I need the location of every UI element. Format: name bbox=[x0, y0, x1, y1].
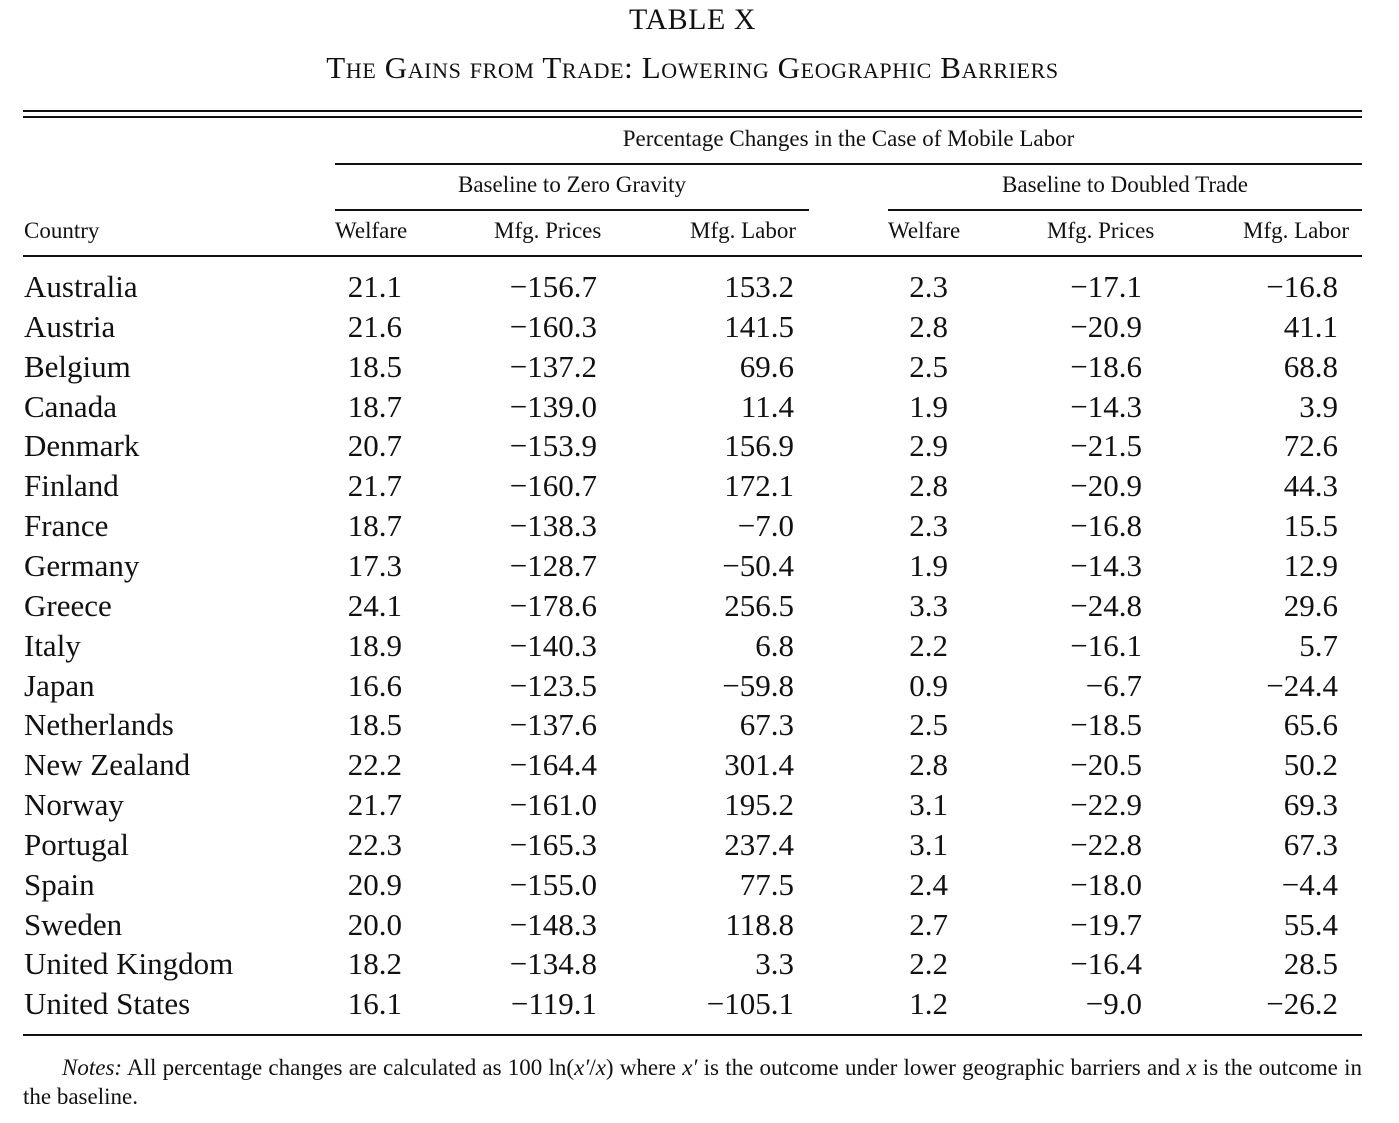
cell-mfg-labor-dt: 29.6 bbox=[1283, 587, 1338, 623]
cell-welfare-zg: 20.0 bbox=[347, 906, 402, 942]
cell-mfg-labor-zg: 153.2 bbox=[724, 269, 794, 304]
cell-mfg-labor-dt: 72.6 bbox=[1283, 428, 1338, 464]
cell-mfg-prices-dt: −19.7 bbox=[1070, 906, 1142, 942]
cell-mfg-prices-dt: −6.7 bbox=[1085, 667, 1142, 703]
notes-label: Notes: bbox=[62, 1055, 123, 1080]
cell-welfare-dt: 1.9 bbox=[909, 547, 948, 583]
cell-mfg-labor-zg: −7.0 bbox=[737, 508, 794, 544]
cell-country: Australia bbox=[24, 269, 138, 304]
cell-mfg-prices-zg: −160.3 bbox=[509, 308, 597, 344]
cell-mfg-prices-dt: −22.8 bbox=[1070, 826, 1142, 862]
cell-welfare-zg: 24.1 bbox=[347, 587, 402, 623]
spanning-header: Percentage Changes in the Case of Mobile Labor bbox=[622, 126, 1075, 151]
table-row bbox=[0, 705, 1399, 745]
cell-mfg-labor-dt: 65.6 bbox=[1283, 707, 1338, 743]
cell-mfg-labor-dt: 69.3 bbox=[1283, 787, 1338, 823]
cell-welfare-zg: 18.5 bbox=[347, 707, 402, 743]
table-row bbox=[0, 466, 1399, 506]
cell-welfare-dt: 2.8 bbox=[909, 468, 948, 504]
cell-welfare-zg: 22.3 bbox=[347, 826, 402, 862]
cell-mfg-prices-zg: −119.1 bbox=[510, 986, 597, 1022]
cell-welfare-zg: 21.7 bbox=[347, 787, 402, 823]
cell-mfg-labor-zg: −59.8 bbox=[722, 667, 794, 703]
table-title: The Gains from Trade: Lowering Geographic Barriers bbox=[326, 50, 1059, 85]
cell-country: Norway bbox=[24, 787, 124, 823]
cell-welfare-dt: 2.2 bbox=[909, 627, 948, 663]
cell-mfg-labor-zg: 77.5 bbox=[739, 866, 794, 902]
cell-mfg-labor-dt: 5.7 bbox=[1299, 627, 1338, 663]
cell-mfg-labor-zg: −105.1 bbox=[706, 986, 794, 1022]
bottom-rule bbox=[23, 1034, 1362, 1036]
cell-welfare-zg: 18.7 bbox=[347, 508, 402, 544]
cell-mfg-labor-zg: −50.4 bbox=[722, 547, 794, 583]
cell-mfg-labor-dt: −4.4 bbox=[1281, 866, 1338, 902]
cell-mfg-labor-zg: 6.8 bbox=[755, 627, 794, 663]
cell-mfg-labor-zg: 237.4 bbox=[724, 826, 794, 862]
cell-welfare-dt: 2.3 bbox=[909, 269, 948, 304]
group-rule-doubled-trade bbox=[888, 209, 1362, 211]
top-rule-double bbox=[23, 116, 1362, 118]
cell-mfg-prices-dt: −22.9 bbox=[1070, 787, 1142, 823]
column-header-mfg-labor-2: Mfg. Labor bbox=[1243, 218, 1350, 243]
header-rule bbox=[23, 255, 1362, 257]
cell-welfare-zg: 16.1 bbox=[347, 986, 402, 1022]
cell-welfare-dt: 2.4 bbox=[909, 866, 948, 902]
table-row bbox=[0, 785, 1399, 825]
column-header-mfg-prices-2: Mfg. Prices bbox=[1047, 218, 1155, 243]
cell-mfg-labor-zg: 172.1 bbox=[724, 468, 794, 504]
cell-welfare-zg: 21.6 bbox=[347, 308, 402, 344]
cell-mfg-labor-dt: 28.5 bbox=[1283, 946, 1338, 982]
cell-mfg-prices-zg: −156.7 bbox=[509, 269, 597, 304]
cell-country: Canada bbox=[24, 388, 117, 424]
table-number: TABLE X bbox=[629, 3, 756, 36]
cell-mfg-prices-zg: −128.7 bbox=[509, 547, 597, 583]
column-header-welfare: Welfare bbox=[335, 218, 408, 243]
table-row bbox=[0, 984, 1399, 1024]
cell-mfg-prices-zg: −148.3 bbox=[509, 906, 597, 942]
cell-welfare-dt: 3.3 bbox=[909, 587, 948, 623]
table-row bbox=[0, 307, 1399, 347]
cell-country: Germany bbox=[24, 547, 140, 583]
cell-country: Denmark bbox=[24, 428, 140, 464]
cell-country: Finland bbox=[24, 468, 119, 504]
cell-country: Sweden bbox=[24, 906, 123, 942]
cell-mfg-prices-zg: −155.0 bbox=[509, 866, 597, 902]
cell-mfg-labor-dt: 12.9 bbox=[1283, 547, 1338, 583]
column-header-mfg-labor: Mfg. Labor bbox=[690, 218, 797, 243]
cell-mfg-labor-zg: 69.6 bbox=[739, 348, 794, 384]
cell-welfare-zg: 18.2 bbox=[347, 946, 402, 982]
cell-welfare-dt: 2.8 bbox=[909, 308, 948, 344]
cell-mfg-prices-dt: −20.9 bbox=[1070, 308, 1142, 344]
cell-welfare-dt: 2.3 bbox=[909, 508, 948, 544]
cell-welfare-zg: 18.5 bbox=[347, 348, 402, 384]
cell-mfg-prices-zg: −140.3 bbox=[509, 627, 597, 663]
table-row bbox=[0, 626, 1399, 666]
cell-mfg-labor-zg: 3.3 bbox=[755, 946, 794, 982]
cell-mfg-prices-zg: −123.5 bbox=[509, 667, 597, 703]
cell-mfg-labor-dt: 68.8 bbox=[1283, 348, 1338, 384]
group-rule-zero-gravity bbox=[335, 209, 809, 211]
group-header-zero-gravity: Baseline to Zero Gravity bbox=[457, 172, 686, 197]
cell-country: Italy bbox=[24, 627, 81, 663]
column-header-mfg-prices: Mfg. Prices bbox=[494, 218, 602, 243]
cell-mfg-prices-zg: −160.7 bbox=[509, 468, 597, 504]
cell-country: New Zealand bbox=[24, 747, 191, 783]
cell-welfare-zg: 20.9 bbox=[347, 866, 402, 902]
cell-welfare-dt: 2.7 bbox=[909, 906, 948, 942]
top-rule bbox=[23, 110, 1362, 112]
cell-welfare-dt: 2.9 bbox=[909, 428, 948, 464]
cell-mfg-prices-zg: −134.8 bbox=[509, 946, 597, 982]
cell-country: Belgium bbox=[24, 348, 131, 384]
cell-country: Spain bbox=[24, 866, 95, 902]
column-header-welfare-2: Welfare bbox=[888, 218, 961, 243]
cell-mfg-prices-zg: −165.3 bbox=[509, 826, 597, 862]
cell-welfare-zg: 20.7 bbox=[347, 428, 402, 464]
table-row bbox=[0, 347, 1399, 387]
cell-mfg-prices-dt: −14.3 bbox=[1070, 388, 1142, 424]
cell-mfg-prices-dt: −16.1 bbox=[1070, 627, 1142, 663]
cell-mfg-prices-zg: −138.3 bbox=[509, 508, 597, 544]
cell-mfg-prices-dt: −20.5 bbox=[1070, 747, 1142, 783]
cell-mfg-prices-dt: −17.1 bbox=[1070, 269, 1142, 304]
table-row bbox=[0, 825, 1399, 865]
cell-country: Japan bbox=[24, 667, 95, 703]
cell-welfare-zg: 22.2 bbox=[347, 747, 402, 783]
table-row bbox=[0, 865, 1399, 905]
cell-mfg-labor-dt: 50.2 bbox=[1283, 747, 1338, 783]
cell-mfg-prices-zg: −164.4 bbox=[509, 747, 597, 783]
cell-mfg-prices-zg: −139.0 bbox=[509, 388, 597, 424]
cell-mfg-labor-dt: 67.3 bbox=[1283, 826, 1338, 862]
cell-mfg-labor-zg: 256.5 bbox=[724, 587, 794, 623]
cell-mfg-labor-zg: 156.9 bbox=[724, 428, 794, 464]
cell-mfg-prices-dt: −16.8 bbox=[1070, 508, 1142, 544]
table-notes: Notes: All percentage changes are calculated as 100 ln(x′/x) where x′ is the outcome under lower geographic barriers and x is the outcome in the baseline. bbox=[23, 1055, 1362, 1109]
table-row bbox=[0, 546, 1399, 586]
table-row bbox=[0, 267, 1399, 307]
cell-country: France bbox=[24, 508, 109, 544]
cell-mfg-prices-dt: −9.0 bbox=[1085, 986, 1142, 1022]
cell-mfg-prices-dt: −14.3 bbox=[1070, 547, 1142, 583]
cell-mfg-labor-zg: 141.5 bbox=[724, 308, 794, 344]
cell-welfare-dt: 2.2 bbox=[909, 946, 948, 982]
column-header-country: Country bbox=[24, 218, 100, 243]
cell-welfare-dt: 1.9 bbox=[909, 388, 948, 424]
cell-mfg-labor-zg: 11.4 bbox=[740, 388, 794, 424]
table-row bbox=[0, 426, 1399, 466]
cell-mfg-prices-zg: −137.2 bbox=[509, 348, 597, 384]
cell-mfg-labor-dt: 3.9 bbox=[1299, 388, 1338, 424]
cell-country: United Kingdom bbox=[24, 946, 234, 982]
cell-welfare-dt: 3.1 bbox=[909, 826, 948, 862]
table-row bbox=[0, 586, 1399, 626]
cell-mfg-prices-zg: −137.6 bbox=[509, 707, 597, 743]
cell-welfare-dt: 1.2 bbox=[909, 986, 948, 1022]
cell-mfg-labor-zg: 301.4 bbox=[724, 747, 794, 783]
cell-mfg-prices-dt: −18.6 bbox=[1070, 348, 1142, 384]
cell-country: Portugal bbox=[24, 826, 130, 862]
table-row bbox=[0, 905, 1399, 945]
cell-welfare-zg: 21.7 bbox=[347, 468, 402, 504]
group-header-doubled-trade: Baseline to Doubled Trade bbox=[1002, 172, 1248, 197]
cell-welfare-zg: 17.3 bbox=[347, 547, 402, 583]
cell-welfare-dt: 0.9 bbox=[909, 667, 948, 703]
cell-welfare-dt: 2.8 bbox=[909, 747, 948, 783]
table-row bbox=[0, 745, 1399, 785]
cell-mfg-labor-zg: 67.3 bbox=[739, 707, 794, 743]
cell-mfg-labor-dt: 15.5 bbox=[1283, 508, 1338, 544]
cell-mfg-labor-dt: 44.3 bbox=[1283, 468, 1338, 504]
cell-country: Austria bbox=[24, 308, 116, 344]
cell-mfg-prices-dt: −18.5 bbox=[1070, 707, 1142, 743]
cell-mfg-prices-dt: −20.9 bbox=[1070, 468, 1142, 504]
cell-mfg-labor-zg: 195.2 bbox=[724, 787, 794, 823]
table-row bbox=[0, 506, 1399, 546]
cell-welfare-zg: 21.1 bbox=[347, 269, 402, 304]
cell-mfg-labor-dt: 55.4 bbox=[1283, 906, 1338, 942]
cell-country: United States bbox=[24, 986, 191, 1022]
cell-welfare-zg: 18.7 bbox=[347, 388, 402, 424]
cell-mfg-labor-dt: −16.8 bbox=[1266, 269, 1338, 304]
cell-mfg-labor-zg: 118.8 bbox=[725, 906, 794, 942]
cell-mfg-prices-dt: −18.0 bbox=[1070, 866, 1142, 902]
cell-mfg-prices-dt: −16.4 bbox=[1070, 946, 1142, 982]
table-row bbox=[0, 666, 1399, 706]
cell-mfg-labor-dt: 41.1 bbox=[1283, 308, 1338, 344]
cell-mfg-prices-zg: −178.6 bbox=[509, 587, 597, 623]
cell-mfg-prices-zg: −161.0 bbox=[509, 787, 597, 823]
cell-country: Greece bbox=[24, 587, 112, 623]
cell-welfare-dt: 2.5 bbox=[909, 348, 948, 384]
cell-mfg-prices-dt: −24.8 bbox=[1070, 587, 1142, 623]
cell-welfare-dt: 2.5 bbox=[909, 707, 948, 743]
cell-welfare-zg: 16.6 bbox=[347, 667, 402, 703]
spanning-header-rule bbox=[335, 163, 1362, 165]
cell-mfg-prices-dt: −21.5 bbox=[1070, 428, 1142, 464]
table-row bbox=[0, 944, 1399, 984]
table-row bbox=[0, 387, 1399, 427]
cell-country: Netherlands bbox=[24, 707, 174, 743]
cell-mfg-labor-dt: −26.2 bbox=[1266, 986, 1338, 1022]
cell-welfare-zg: 18.9 bbox=[347, 627, 402, 663]
cell-mfg-prices-zg: −153.9 bbox=[509, 428, 597, 464]
cell-welfare-dt: 3.1 bbox=[909, 787, 948, 823]
cell-mfg-labor-dt: −24.4 bbox=[1266, 667, 1338, 703]
